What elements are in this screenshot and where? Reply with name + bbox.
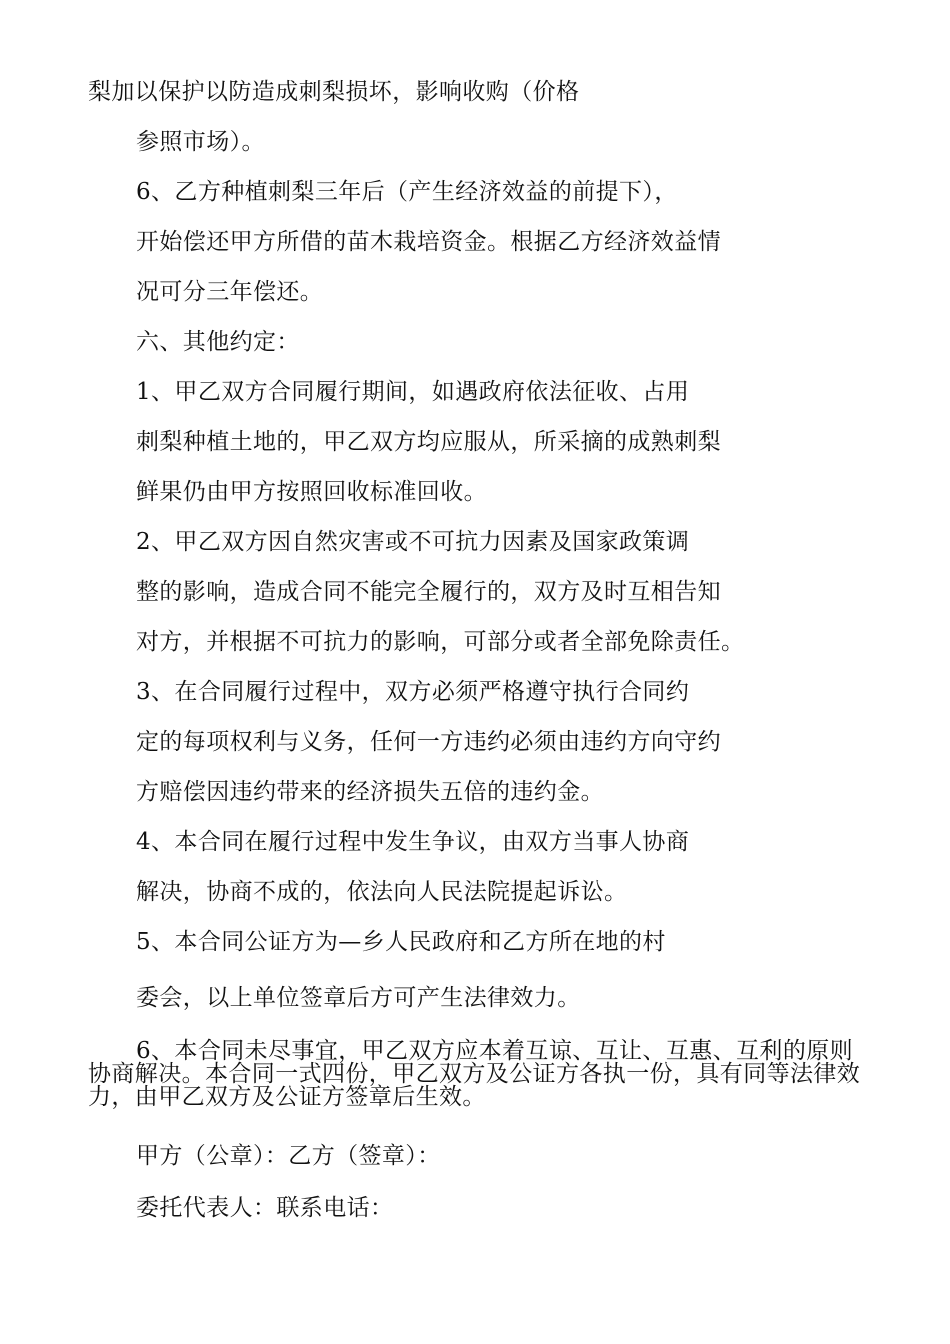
text-line: 参照市场）。: [136, 129, 265, 155]
text-line: 1、甲乙双方合同履行期间，如遇政府依法征收、占用: [136, 379, 690, 405]
signature-line: 甲方（公章）：乙方（签章）：: [136, 1143, 441, 1169]
text-line: 况可分三年偿还。: [136, 279, 324, 305]
text-line: 整的影响，造成合同不能完全履行的，双方及时互相告知: [136, 579, 721, 605]
text-line: 2、甲乙双方因自然灾害或不可抗力因素及国家政策调: [136, 529, 690, 555]
text-line: 刺梨种植土地的，甲乙双方均应服从，所采摘的成熟刺梨: [136, 429, 721, 455]
text-line: 3、在合同履行过程中，双方必须严格遵守执行合同约: [136, 679, 690, 705]
text-line: 4、本合同在履行过程中发生争议，由双方当事人协商: [136, 829, 690, 855]
clause-6-paragraph: 6、本合同未尽事宜，甲乙双方应本着互谅、互让、互惠、互利的原则协商解决。本合同一式四份，甲乙双方及公证方各执一份，具有同等法律效力，由甲乙双方及公证方签章后生效。: [88, 1038, 861, 1110]
clause-6-heading-line: 6、乙方种植刺梨三年后（产生经济效益的前提下），: [136, 179, 678, 205]
text-line: 解决，协商不成的，依法向人民法院提起诉讼。: [136, 879, 628, 905]
section-heading: 六、其他约定：: [136, 329, 300, 355]
text-line: 定的每项权利与义务，任何一方违约必须由违约方向守约: [136, 729, 721, 755]
text-line: 开始偿还甲方所借的苗木栽培资金。根据乙方经济效益情: [136, 229, 721, 255]
text-line: 鲜果仍由甲方按照回收标准回收。: [136, 479, 487, 505]
text-line: 方赔偿因违约带来的经济损失五倍的违约金。: [136, 779, 604, 805]
text-line: 5、本合同公证方为—乡人民政府和乙方所在地的村: [136, 929, 666, 955]
contact-line: 委托代表人：联系电话：: [136, 1195, 394, 1221]
text-line: 委会，以上单位签章后方可产生法律效力。: [136, 985, 581, 1011]
text-line: 对方，并根据不可抗力的影响，可部分或者全部免除责任。: [136, 629, 745, 655]
text-line: 梨加以保护以防造成刺梨损坏，影响收购（价格: [88, 79, 580, 105]
